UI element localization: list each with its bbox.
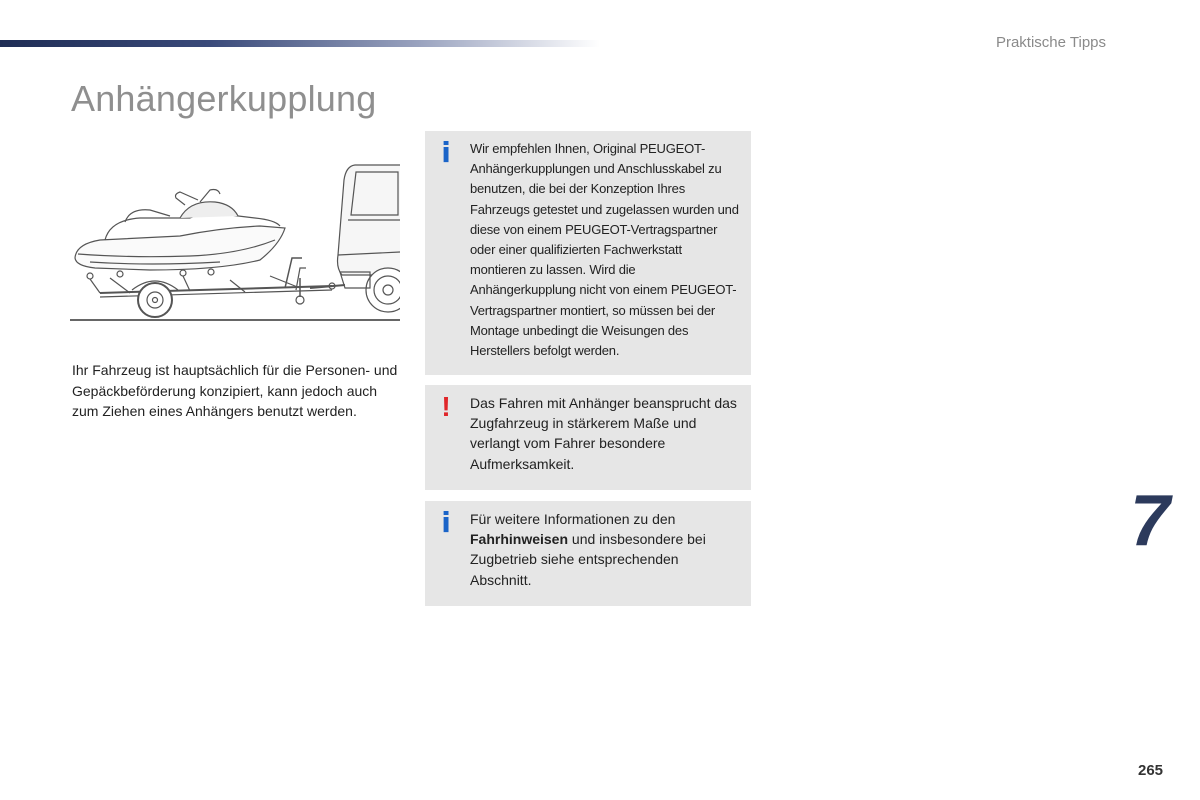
note-text: Wir empfehlen Ihnen, Original PEUGEOT-Anhängerkupplungen und Anschlusskabel zu benutzen, die bei der Konzeption Ihres Fahrzeugs getestet und zugelassen wurden und diese von einem PEUGEOT-Vertragspartner oder einer qualifizierten Fachwerkstatt montieren zu lassen. Wird die Anhängerkupplung nicht von einem PEUGEOT-Vertragspartner montiert, so müssen bei der Montage unbedingt die Weisungen des Herstellers befolgt werden. <box>470 141 739 359</box>
page-number: 265 <box>1138 762 1164 779</box>
note-text <box>470 509 741 590</box>
section-header: Praktische Tipps <box>995 34 1106 51</box>
info-icon: i <box>441 136 451 169</box>
trailer-towing-illustration <box>70 160 400 325</box>
warning-note-driving <box>425 385 751 490</box>
info-note-further-info <box>425 501 751 606</box>
note-text: Das Fahren mit Anhänger beansprucht das Zugfahrzeug in stärkerem Maße und verlangt vom Fahrer besondere Aufmerksamkeit. <box>470 395 737 472</box>
page-title: Anhängerkupplung <box>71 78 377 119</box>
warning-icon: ! <box>441 391 451 422</box>
info-note-original-parts <box>425 131 751 375</box>
note-text-after: und insbesondere bei Zugbetrieb siehe entsprechenden Abschnitt. <box>470 531 706 588</box>
intro-paragraph: Ihr Fahrzeug ist hauptsächlich für die Personen- und Gepäckbeförderung konzipiert, kann jedoch auch zum Ziehen eines Anhängers benutzt werden. <box>72 362 398 419</box>
header-gradient-bar <box>0 40 600 47</box>
chapter-number: 7 <box>1130 481 1171 561</box>
note-text-before: Für weitere Informationen zu den <box>470 511 676 527</box>
info-icon: i <box>441 506 451 539</box>
driving-tips-reference: Fahrhinweisen <box>470 531 569 548</box>
